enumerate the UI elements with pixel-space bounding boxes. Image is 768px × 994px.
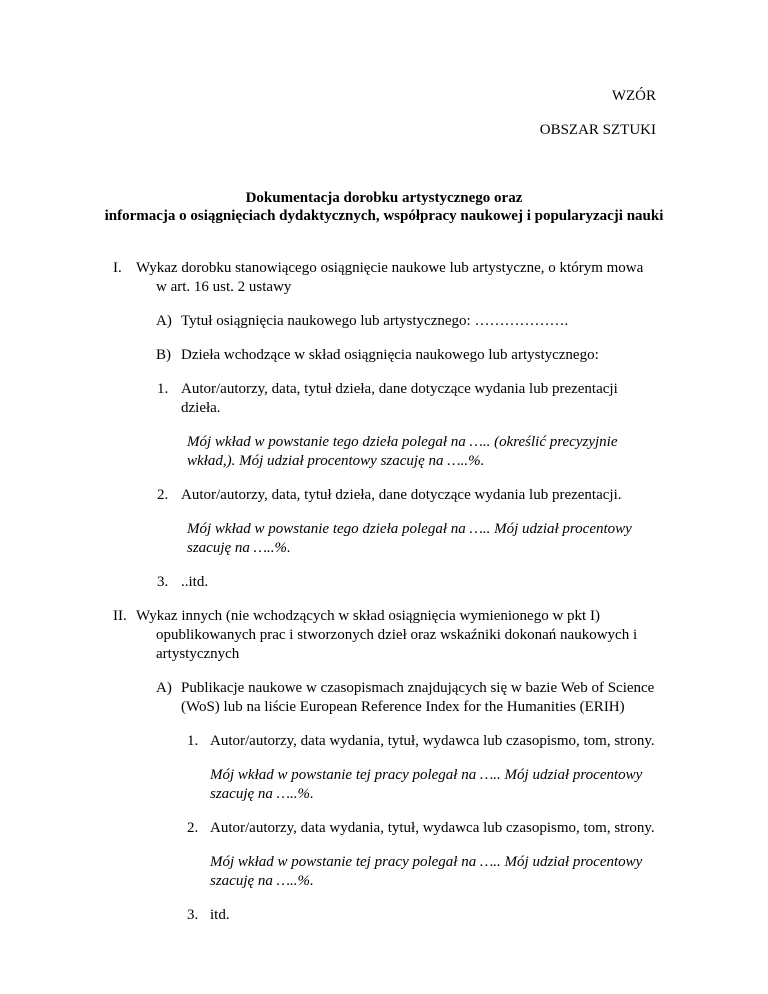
section2-item3-marker: 3. — [187, 907, 199, 923]
section2-item1-marker: 1. — [187, 733, 199, 749]
header-obszar: OBSZAR SZTUKI — [539, 122, 656, 138]
section1-heading-line2: w art. 16 ust. 2 ustawy — [156, 279, 292, 295]
section2-item2-marker: 2. — [187, 820, 199, 836]
section1-b-marker: B) — [156, 347, 171, 363]
section1-a-marker: A) — [156, 313, 172, 329]
section1-marker: I. — [113, 260, 122, 276]
section2-a-line2: (WoS) lub na liście European Reference Index for the Humanities (ERIH) — [181, 699, 625, 715]
section2-a-line1: Publikacje naukowe w czasopismach znajdujących się w bazie Web of Science — [181, 680, 655, 696]
section1-item1-note-line1: Mój wkład w powstanie tego dzieła polegał na ….. (określić precyzyjnie — [187, 434, 618, 450]
section1-a-text: Tytuł osiągnięcia naukowego lub artystycznego: ………………. — [181, 313, 569, 329]
section2-item1-note-line1: Mój wkład w powstanie tej pracy polegał na ….. Mój udział procentowy — [210, 767, 643, 783]
section1-heading-line1: Wykaz dorobku stanowiącego osiągnięcie naukowe lub artystyczne, o którym mowa — [136, 260, 644, 276]
section2-heading-line1: Wykaz innych (nie wchodzących w skład osiągnięcia wymienionego w pkt I) — [136, 608, 600, 624]
section1-b-text: Dzieła wchodzące w skład osiągnięcia naukowego lub artystycznego: — [181, 347, 599, 363]
document-title-line2: informacja o osiągnięciach dydaktycznych, współpracy naukowej i popularyzacji nauki — [104, 208, 664, 224]
section2-item2-note-line1: Mój wkład w powstanie tej pracy polegał na ….. Mój udział procentowy — [210, 854, 643, 870]
section1-item1-marker: 1. — [157, 381, 169, 397]
section1-item2-note-line1: Mój wkład w powstanie tego dzieła polegał na ….. Mój udział procentowy — [187, 521, 632, 537]
section1-item1-line1: Autor/autorzy, data, tytuł dzieła, dane dotyczące wydania lub prezentacji — [181, 381, 618, 397]
section2-item1-text: Autor/autorzy, data wydania, tytuł, wydawca lub czasopismo, tom, strony. — [210, 733, 655, 749]
section2-heading-line2: opublikowanych prac i stworzonych dzieł oraz wskaźniki dokonań naukowych i — [156, 627, 638, 643]
section1-item3-text: ..itd. — [181, 574, 209, 590]
section2-a-marker: A) — [156, 680, 172, 696]
section2-marker: II. — [113, 608, 127, 624]
section1-item2-marker: 2. — [157, 487, 169, 503]
section2-heading-line3: artystycznych — [156, 646, 240, 662]
section2-item3-text: itd. — [210, 907, 230, 923]
section2-item2-text: Autor/autorzy, data wydania, tytuł, wydawca lub czasopismo, tom, strony. — [210, 820, 655, 836]
section2-item1-note-line2: szacuję na …..%. — [210, 786, 314, 802]
section2-item2-note-line2: szacuję na …..%. — [210, 873, 314, 889]
section1-item3-marker: 3. — [157, 574, 169, 590]
section1-item2-line1: Autor/autorzy, data, tytuł dzieła, dane dotyczące wydania lub prezentacji. — [181, 487, 622, 503]
document-title-line1: Dokumentacja dorobku artystycznego oraz — [245, 190, 523, 206]
header-wzor: WZÓR — [611, 88, 656, 104]
section1-item1-line2: dzieła. — [181, 400, 221, 416]
section1-item1-note-line2: wkład,). Mój udział procentowy szacuję na …..%. — [187, 453, 485, 469]
section1-item2-note-line2: szacuję na …..%. — [187, 540, 291, 556]
